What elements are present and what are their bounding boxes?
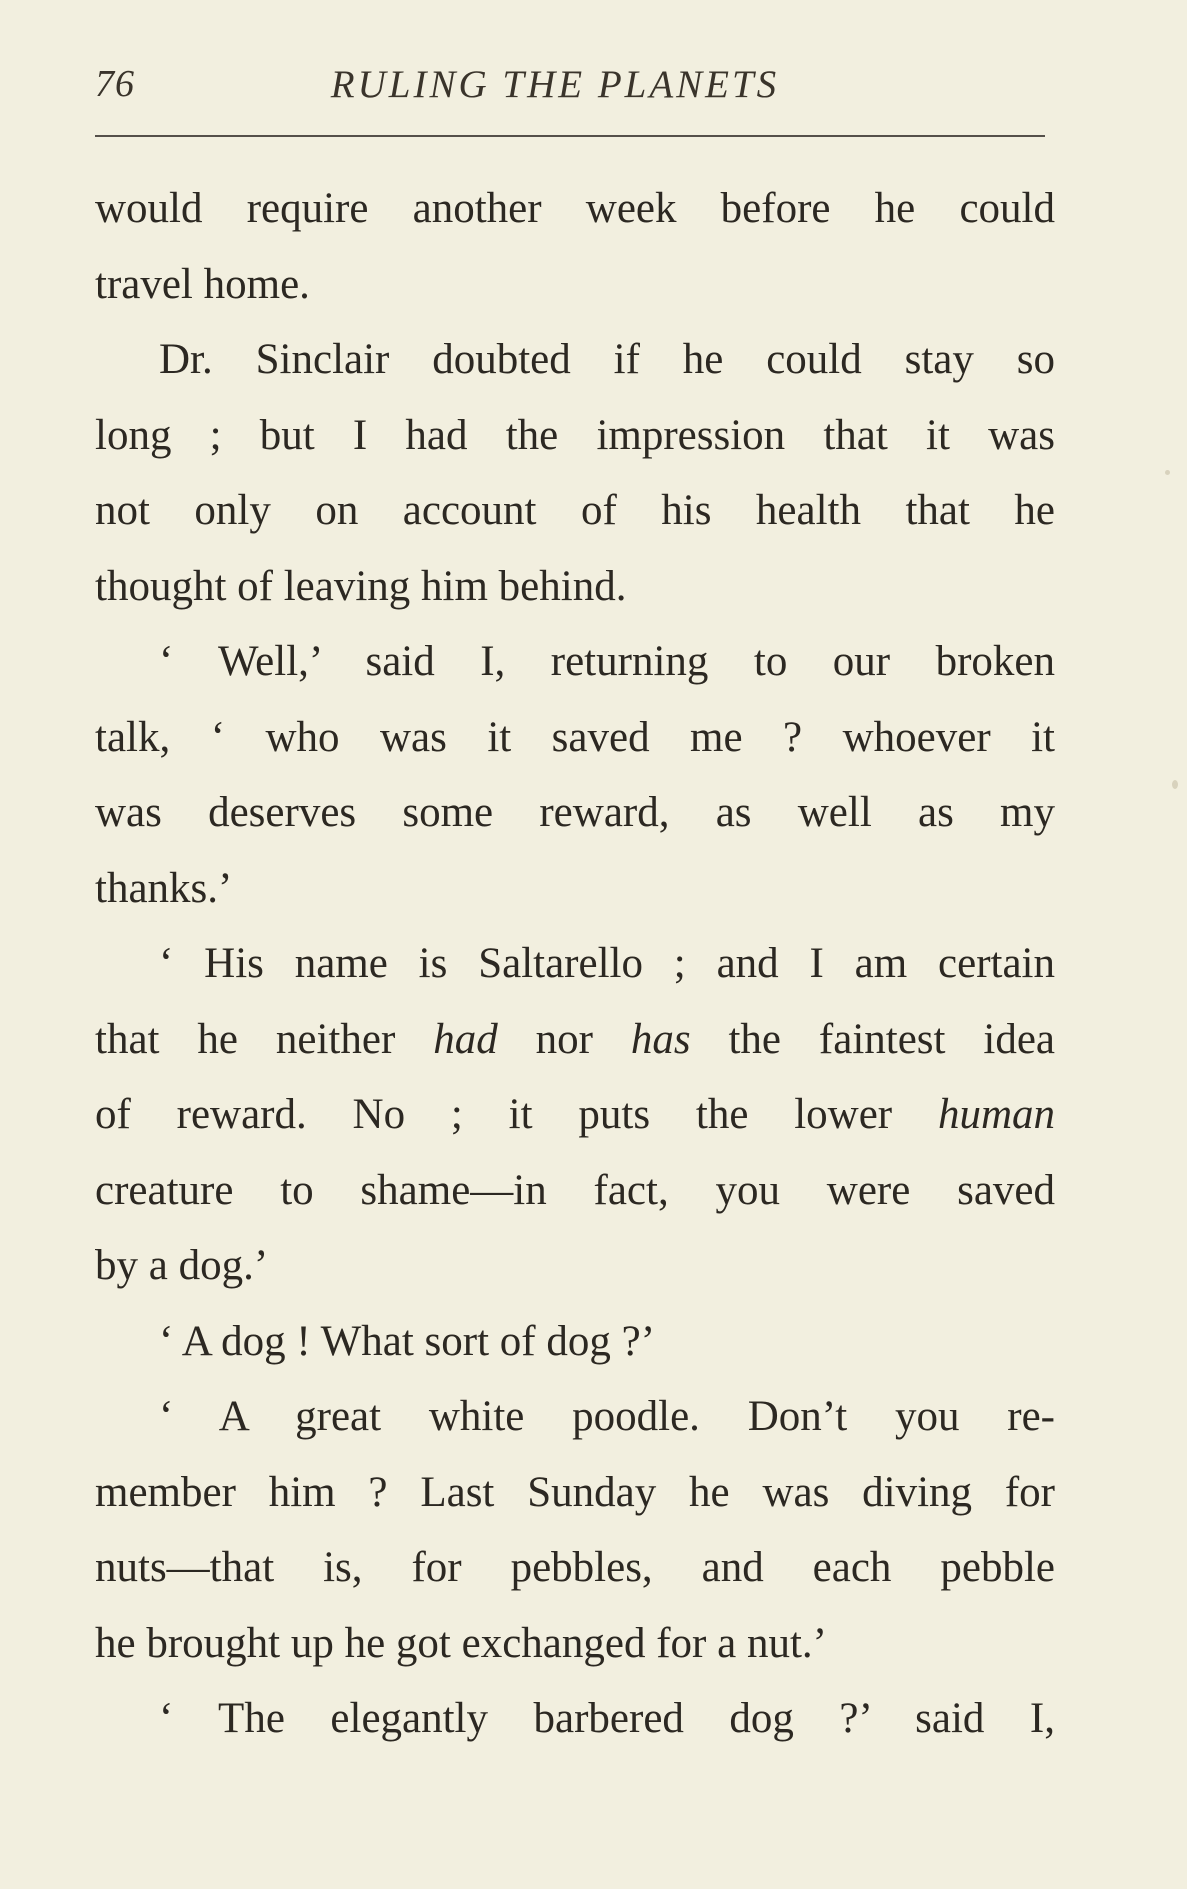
body-text	[95, 171, 1055, 1757]
text-line: ‘ Well,’ said I, returning to our broken	[159, 638, 1055, 685]
text-line	[95, 1077, 1055, 1153]
text-line: would require another week before he could	[95, 185, 1055, 232]
text-line: long ; but I had the impression that it was	[95, 411, 1055, 459]
text-line: travel home.	[95, 260, 310, 308]
text-segment: that he neither	[95, 1015, 434, 1063]
text-line: talk, ‘ who was it saved me ? whoever it	[95, 713, 1055, 761]
text-line: was deserves some reward, as well as my	[95, 789, 1055, 836]
text-segment: nor	[497, 1015, 631, 1063]
text-segment: the faintest idea	[690, 1015, 1056, 1063]
text-line: ‘ A dog ! What sort of dog ?’	[159, 1317, 656, 1365]
text-line: thought of leaving him behind.	[95, 562, 627, 610]
text-line: creature to shame—in fact, you were saved	[95, 1166, 1055, 1214]
page-header	[95, 62, 1045, 118]
text-line: he brought up he got exchanged for a nut.’	[95, 1619, 827, 1667]
header-rule	[95, 135, 1045, 137]
text-line: nuts—that is, for pebbles, and each pebble	[95, 1544, 1055, 1591]
italic-word: had	[433, 1015, 498, 1063]
text-segment: of reward. No ; it puts the lower	[95, 1091, 938, 1138]
text-line: ‘ His name is Saltarello ; and I am certain	[159, 940, 1055, 987]
italic-word: has	[630, 1015, 691, 1063]
text-line: ‘ The elegantly barbered dog ?’ said I,	[159, 1695, 1055, 1742]
text-line: member him ? Last Sunday he was diving for	[95, 1468, 1055, 1516]
text-line: by a dog.’	[95, 1242, 269, 1289]
text-line: ‘ A great white poodle. Don’t you re-	[159, 1393, 1055, 1440]
page-number: 76	[95, 63, 135, 105]
text-line	[95, 1002, 1055, 1078]
paper-speck	[1172, 780, 1178, 789]
text-line: thanks.’	[95, 864, 233, 912]
italic-word: human	[937, 1091, 1055, 1138]
paper-speck	[1165, 470, 1170, 475]
running-title: RULING THE PLANETS	[330, 63, 780, 106]
text-line: not only on account of his health that he	[95, 487, 1055, 534]
text-line: Dr. Sinclair doubted if he could stay so	[159, 336, 1055, 383]
